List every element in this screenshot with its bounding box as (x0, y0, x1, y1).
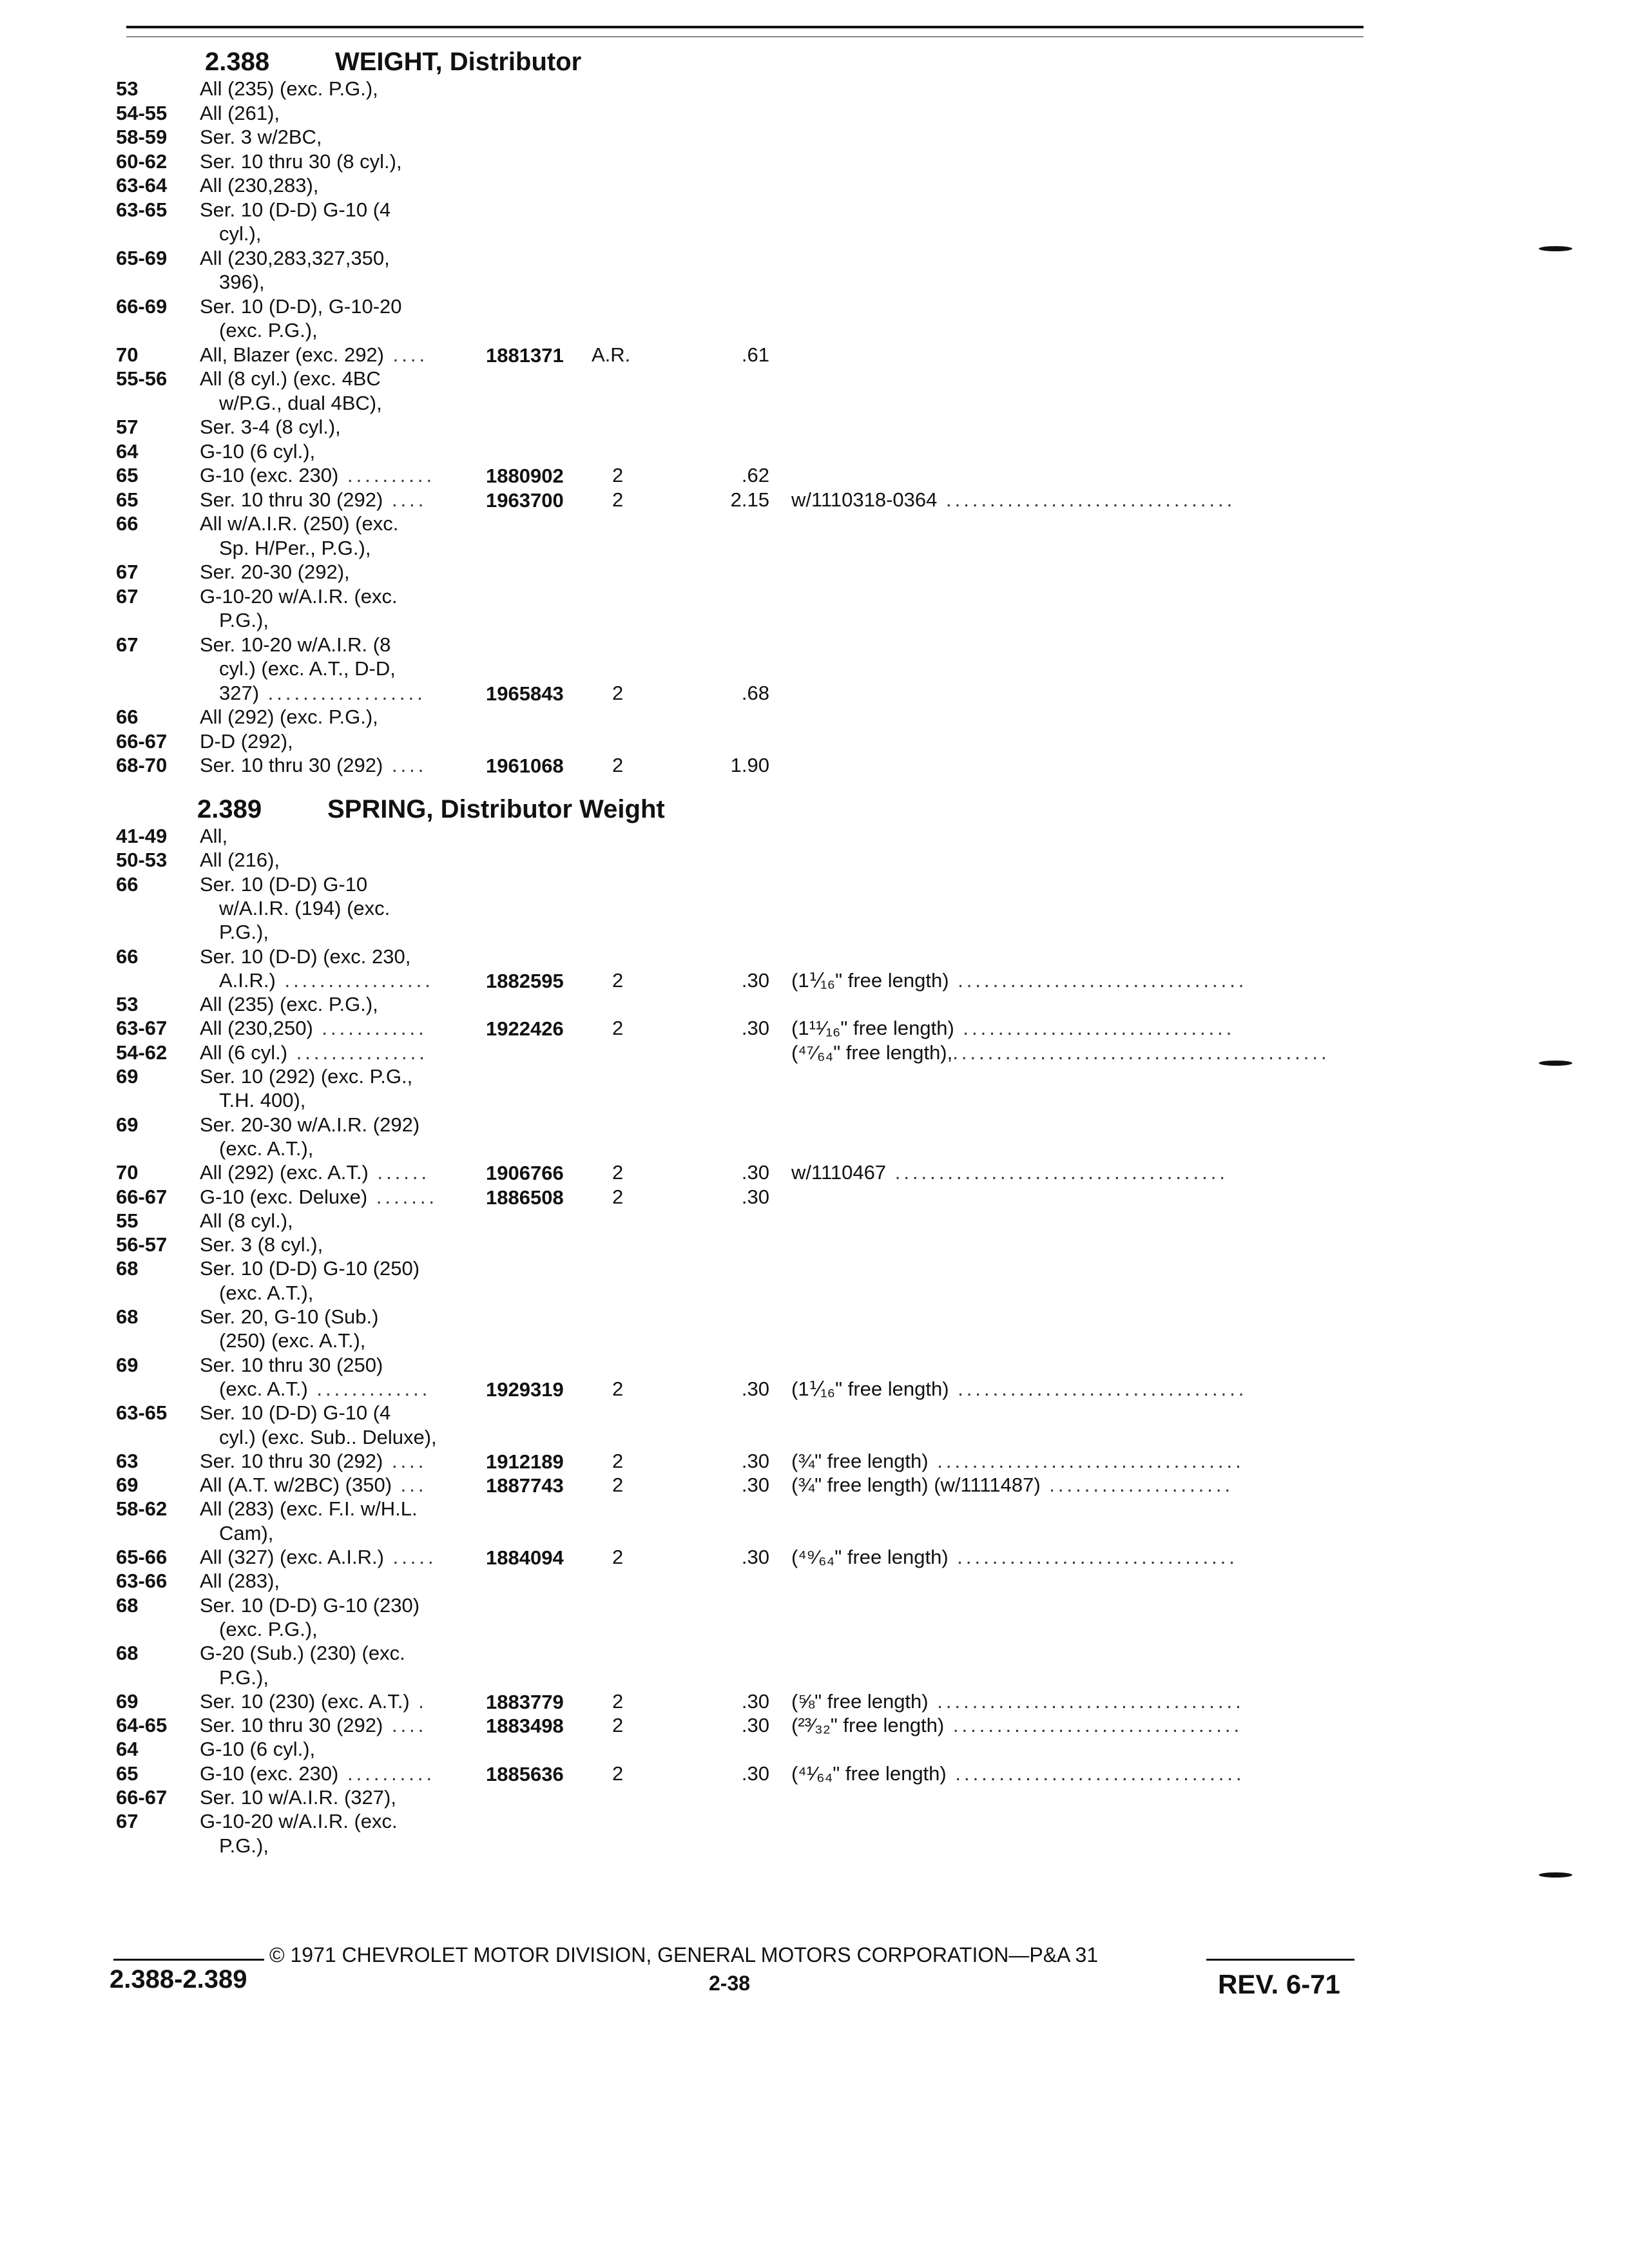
application-description: P.G.), (219, 1666, 269, 1689)
margin-mark (1539, 1061, 1572, 1066)
remark: (⁴⁹⁄₆₄" free length) ................................ (791, 1546, 1238, 1568)
model-year: 65 (116, 464, 139, 486)
dot-leader: .... (383, 754, 427, 776)
model-year: 67 (116, 585, 139, 608)
list-price: .30 (741, 1714, 769, 1736)
application-description: Ser. 3 w/2BC, (200, 126, 322, 148)
dot-leader: ................. (275, 969, 434, 992)
application-description: G-10-20 w/A.I.R. (exc. (200, 585, 398, 608)
dot-leader: ................................. (944, 1714, 1243, 1736)
application-description: cyl.) (exc. Sub.. Deluxe), (219, 1426, 437, 1448)
application-description: A.I.R.) ................. (219, 969, 434, 992)
application-description: G-10 (exc. 230) .......... (200, 464, 436, 486)
remark: (¾" free length) ................................... (791, 1450, 1244, 1472)
model-year: 69 (116, 1474, 139, 1496)
application-description: (exc. A.T.), (219, 1282, 314, 1304)
page-number: 2-38 (709, 1972, 751, 1995)
model-year: 70 (116, 1161, 139, 1184)
model-year: 66 (116, 945, 139, 968)
model-year: 66 (116, 706, 139, 728)
dot-leader: ................................... (928, 1450, 1244, 1472)
application-description: Ser. 10 (D-D) G-10 (250) (200, 1257, 420, 1280)
remark: (1⅟₁₆" free length) ................................. (791, 969, 1248, 992)
remark: (⁴⁷⁄₆₄" free length),........................................... (791, 1041, 1330, 1064)
application-description: G-10 (6 cyl.), (200, 1738, 316, 1760)
list-price: .30 (741, 1161, 769, 1184)
part-number: 1883779 (486, 1691, 564, 1713)
part-number: 1886508 (486, 1186, 564, 1209)
application-description: (250) (exc. A.T.), (219, 1329, 366, 1352)
list-price: .30 (741, 1186, 769, 1208)
application-description: All (235) (exc. P.G.), (200, 993, 378, 1015)
application-description: Ser. 3 (8 cyl.), (200, 1233, 323, 1256)
model-year: 56-57 (116, 1233, 168, 1256)
dot-leader: ............ (313, 1017, 427, 1039)
list-price: .30 (741, 1762, 769, 1785)
model-year: 63-66 (116, 1570, 168, 1592)
model-year: 66-69 (116, 295, 168, 318)
application-description: Ser. 10 (D-D), G-10-20 (200, 295, 402, 318)
model-year: 58-59 (116, 126, 168, 148)
part-number: 1883498 (486, 1715, 564, 1737)
application-description: D-D (292), (200, 730, 293, 753)
application-description: All (235) (exc. P.G.), (200, 77, 378, 100)
part-number: 1961068 (486, 754, 564, 777)
model-year: 41-49 (116, 825, 168, 847)
dot-leader: ............. (307, 1378, 431, 1400)
application-description: P.G.), (219, 921, 269, 943)
model-year: 65-69 (116, 247, 168, 269)
quantity: 2 (612, 969, 624, 992)
application-description: Ser. 10 thru 30 (292) .... (200, 488, 427, 511)
model-year: 69 (116, 1113, 139, 1136)
part-number: 1963700 (486, 489, 564, 512)
remark: (1¹¹⁄₁₆" free length) ............................... (791, 1017, 1235, 1039)
quantity: 2 (612, 1450, 624, 1472)
model-year: 67 (116, 561, 139, 583)
remark: w/1110467 ...................................... (791, 1161, 1228, 1184)
quantity: 2 (612, 1161, 624, 1184)
list-price: .30 (741, 1017, 769, 1039)
model-year: 54-62 (116, 1041, 168, 1064)
remark: w/1110318-0364 ................................. (791, 488, 1236, 511)
model-year: 68-70 (116, 754, 168, 776)
list-price: 1.90 (730, 754, 769, 776)
model-year: 66 (116, 873, 139, 896)
application-description: All, (200, 825, 228, 847)
model-year: 63 (116, 1450, 139, 1472)
application-description: Ser. 10 thru 30 (292) .... (200, 1450, 427, 1472)
quantity: 2 (612, 464, 624, 486)
application-description: Ser. 3-4 (8 cyl.), (200, 416, 341, 438)
model-year: 68 (116, 1305, 139, 1328)
top-rule (126, 26, 1364, 28)
model-year: 63-65 (116, 1401, 168, 1424)
part-number: 1881371 (486, 344, 564, 367)
part-number: 1880902 (486, 465, 564, 487)
model-year: 66-67 (116, 1186, 168, 1208)
application-description: Ser. 20, G-10 (Sub.) (200, 1305, 379, 1328)
application-description: Ser. 10 (230) (exc. A.T.) . (200, 1690, 427, 1713)
dot-leader: ..................... (1040, 1474, 1234, 1496)
application-description: Ser. 10 (D-D) G-10 (230) (200, 1594, 420, 1617)
application-description: All (230,283,327,350, (200, 247, 390, 269)
dot-leader: ..... (383, 1546, 437, 1568)
section-title: SPRING, Distributor Weight (327, 795, 665, 823)
application-description: T.H. 400), (219, 1089, 306, 1111)
quantity: 2 (612, 1714, 624, 1736)
application-description: All (216), (200, 849, 280, 871)
model-year: 67 (116, 1810, 139, 1832)
application-description: Ser. 20-30 (292), (200, 561, 350, 583)
quantity: 2 (612, 488, 624, 511)
model-year: 70 (116, 343, 139, 366)
quantity: 2 (612, 1017, 624, 1039)
quantity: 2 (612, 754, 624, 776)
list-price: .30 (741, 969, 769, 992)
application-description: All (8 cyl.) (exc. 4BC (200, 367, 381, 390)
application-description: Ser. 10 thru 30 (8 cyl.), (200, 150, 402, 173)
model-year: 63-67 (116, 1017, 168, 1039)
list-price: .68 (741, 682, 769, 704)
model-year: 67 (116, 633, 139, 656)
dot-leader: ................................. (946, 1762, 1245, 1785)
application-description: P.G.), (219, 609, 269, 631)
dot-leader: .................. (259, 682, 426, 704)
remark: (⁴¹⁄₆₄" free length) ................................. (791, 1762, 1245, 1785)
application-description: w/P.G., dual 4BC), (219, 392, 382, 414)
list-price: .30 (741, 1546, 769, 1568)
dot-leader: .......... (338, 464, 436, 486)
model-year: 68 (116, 1642, 139, 1664)
dot-leader: ............... (287, 1041, 428, 1064)
application-description: G-10 (6 cyl.), (200, 440, 316, 463)
model-year: 53 (116, 77, 139, 100)
model-year: 58-62 (116, 1497, 168, 1520)
model-year: 54-55 (116, 102, 168, 124)
dot-leader: ........................................... (952, 1041, 1330, 1064)
section-number: 2.388 (205, 48, 270, 76)
margin-mark (1539, 246, 1572, 251)
application-description: (exc. A.T.), (219, 1137, 314, 1160)
model-year: 65 (116, 488, 139, 511)
footer-rule-right (1206, 1959, 1354, 1961)
application-description: G-20 (Sub.) (230) (exc. (200, 1642, 405, 1664)
part-number: 1885636 (486, 1763, 564, 1785)
application-description: All, Blazer (exc. 292) .... (200, 343, 429, 366)
quantity: 2 (612, 1546, 624, 1568)
quantity: 2 (612, 1474, 624, 1496)
dot-leader: ...... (368, 1161, 430, 1184)
section-range: 2.388-2.389 (110, 1965, 247, 1994)
dot-leader: ................................ (948, 1546, 1238, 1568)
application-description: All (230,250) ............ (200, 1017, 427, 1039)
part-number: 1922426 (486, 1017, 564, 1040)
list-price: .30 (741, 1690, 769, 1713)
list-price: .30 (741, 1378, 769, 1400)
part-number: 1884094 (486, 1546, 564, 1569)
dot-leader: . (409, 1690, 427, 1713)
model-year: 66-67 (116, 730, 168, 753)
model-year: 63-64 (116, 174, 168, 197)
application-description: Ser. 10-20 w/A.I.R. (8 (200, 633, 391, 656)
top-rule-thin (126, 36, 1364, 37)
application-description: Ser. 10 w/A.I.R. (327), (200, 1786, 396, 1809)
remark: (1⅟₁₆" free length) ................................. (791, 1378, 1248, 1400)
part-number: 1912189 (486, 1450, 564, 1473)
model-year: 64 (116, 440, 139, 463)
quantity: 2 (612, 1762, 624, 1785)
dot-leader: ... (392, 1474, 427, 1496)
application-description: All (327) (exc. A.I.R.) ..... (200, 1546, 437, 1568)
application-description: Ser. 10 thru 30 (292) .... (200, 754, 427, 776)
model-year: 66-67 (116, 1786, 168, 1809)
quantity: A.R. (592, 343, 631, 366)
margin-mark (1539, 1872, 1572, 1878)
model-year: 69 (116, 1065, 139, 1088)
dot-leader: .... (384, 343, 429, 366)
model-year: 55-56 (116, 367, 168, 390)
model-year: 60-62 (116, 150, 168, 173)
dot-leader: ................................. (949, 1378, 1248, 1400)
application-description: All (261), (200, 102, 280, 124)
model-year: 69 (116, 1690, 139, 1713)
dot-leader: .......... (338, 1762, 436, 1785)
model-year: 68 (116, 1257, 139, 1280)
dot-leader: ............................... (954, 1017, 1235, 1039)
footer-rule-left (113, 1959, 264, 1961)
quantity: 2 (612, 1690, 624, 1713)
application-description: Ser. 10 thru 30 (292) .... (200, 1714, 427, 1736)
application-description: (exc. P.G.), (219, 1618, 318, 1640)
dot-leader: .... (383, 488, 427, 511)
dot-leader: ................................. (949, 969, 1248, 992)
application-description: 396), (219, 271, 265, 293)
section-title: WEIGHT, Distributor (335, 48, 582, 76)
application-description: G-10 (exc. Deluxe) ....... (200, 1186, 438, 1208)
application-description: G-10-20 w/A.I.R. (exc. (200, 1810, 398, 1832)
list-price: 2.15 (730, 488, 769, 511)
application-description: Ser. 10 (D-D) (exc. 230, (200, 945, 411, 968)
application-description: 327) .................. (219, 682, 426, 704)
dot-leader: ................................... (928, 1690, 1244, 1713)
application-description: G-10 (exc. 230) .......... (200, 1762, 436, 1785)
section-number: 2.389 (197, 795, 262, 823)
application-description: All (292) (exc. P.G.), (200, 706, 378, 728)
list-price: .61 (741, 343, 769, 366)
application-description: Ser. 20-30 w/A.I.R. (292) (200, 1113, 420, 1136)
list-price: .30 (741, 1450, 769, 1472)
dot-leader: ....... (367, 1186, 438, 1208)
remark: (²³⁄₃₂" free length) ................................. (791, 1714, 1243, 1736)
model-year: 55 (116, 1209, 139, 1232)
application-description: All (6 cyl.) ............... (200, 1041, 428, 1064)
dot-leader: ................................. (937, 488, 1236, 511)
dot-leader: .... (383, 1450, 427, 1472)
application-description: (exc. P.G.), (219, 319, 318, 341)
remark: (⅝" free length) ................................... (791, 1690, 1244, 1713)
model-year: 66 (116, 512, 139, 535)
quantity: 2 (612, 682, 624, 704)
application-description: All (8 cyl.), (200, 1209, 293, 1232)
application-description: w/A.I.R. (194) (exc. (219, 897, 390, 919)
part-number: 1887743 (486, 1474, 564, 1497)
application-description: All w/A.I.R. (250) (exc. (200, 512, 399, 535)
dot-leader: .... (383, 1714, 427, 1736)
model-year: 69 (116, 1354, 139, 1376)
application-description: Ser. 10 (D-D) G-10 (200, 873, 368, 896)
application-description: Cam), (219, 1522, 274, 1544)
application-description: All (283), (200, 1570, 280, 1592)
application-description: All (283) (exc. F.I. w/H.L. (200, 1497, 418, 1520)
model-year: 64-65 (116, 1714, 168, 1736)
application-description: Ser. 10 (292) (exc. P.G., (200, 1065, 413, 1088)
application-description: Ser. 10 (D-D) G-10 (4 (200, 198, 391, 221)
revision-label: REV. 6-71 (1218, 1969, 1340, 1999)
model-year: 65 (116, 1762, 139, 1785)
application-description: Sp. H/Per., P.G.), (219, 537, 371, 559)
application-description: Ser. 10 (D-D) G-10 (4 (200, 1401, 391, 1424)
model-year: 53 (116, 993, 139, 1015)
model-year: 63-65 (116, 198, 168, 221)
model-year: 65-66 (116, 1546, 168, 1568)
part-number: 1965843 (486, 682, 564, 705)
part-number: 1929319 (486, 1378, 564, 1401)
application-description: cyl.) (exc. A.T., D-D, (219, 657, 396, 680)
application-description: All (292) (exc. A.T.) ...... (200, 1161, 430, 1184)
list-price: .30 (741, 1474, 769, 1496)
dot-leader: ...................................... (886, 1161, 1228, 1184)
model-year: 57 (116, 416, 139, 438)
quantity: 2 (612, 1186, 624, 1208)
application-description: All (A.T. w/2BC) (350) ... (200, 1474, 427, 1496)
application-description: P.G.), (219, 1834, 269, 1857)
quantity: 2 (612, 1378, 624, 1400)
application-description: Ser. 10 thru 30 (250) (200, 1354, 383, 1376)
application-description: cyl.), (219, 222, 262, 245)
remark: (¾" free length) (w/1111487) ..................... (791, 1474, 1234, 1496)
list-price: .62 (741, 464, 769, 486)
model-year: 64 (116, 1738, 139, 1760)
part-number: 1882595 (486, 970, 564, 992)
part-number: 1906766 (486, 1162, 564, 1184)
copyright-line: © 1971 CHEVROLET MOTOR DIVISION, GENERAL MOTORS CORPORATION—P&A 31 (269, 1943, 1099, 1966)
model-year: 50-53 (116, 849, 168, 871)
application-description: (exc. A.T.) ............. (219, 1378, 431, 1400)
model-year: 68 (116, 1594, 139, 1617)
application-description: All (230,283), (200, 174, 319, 197)
